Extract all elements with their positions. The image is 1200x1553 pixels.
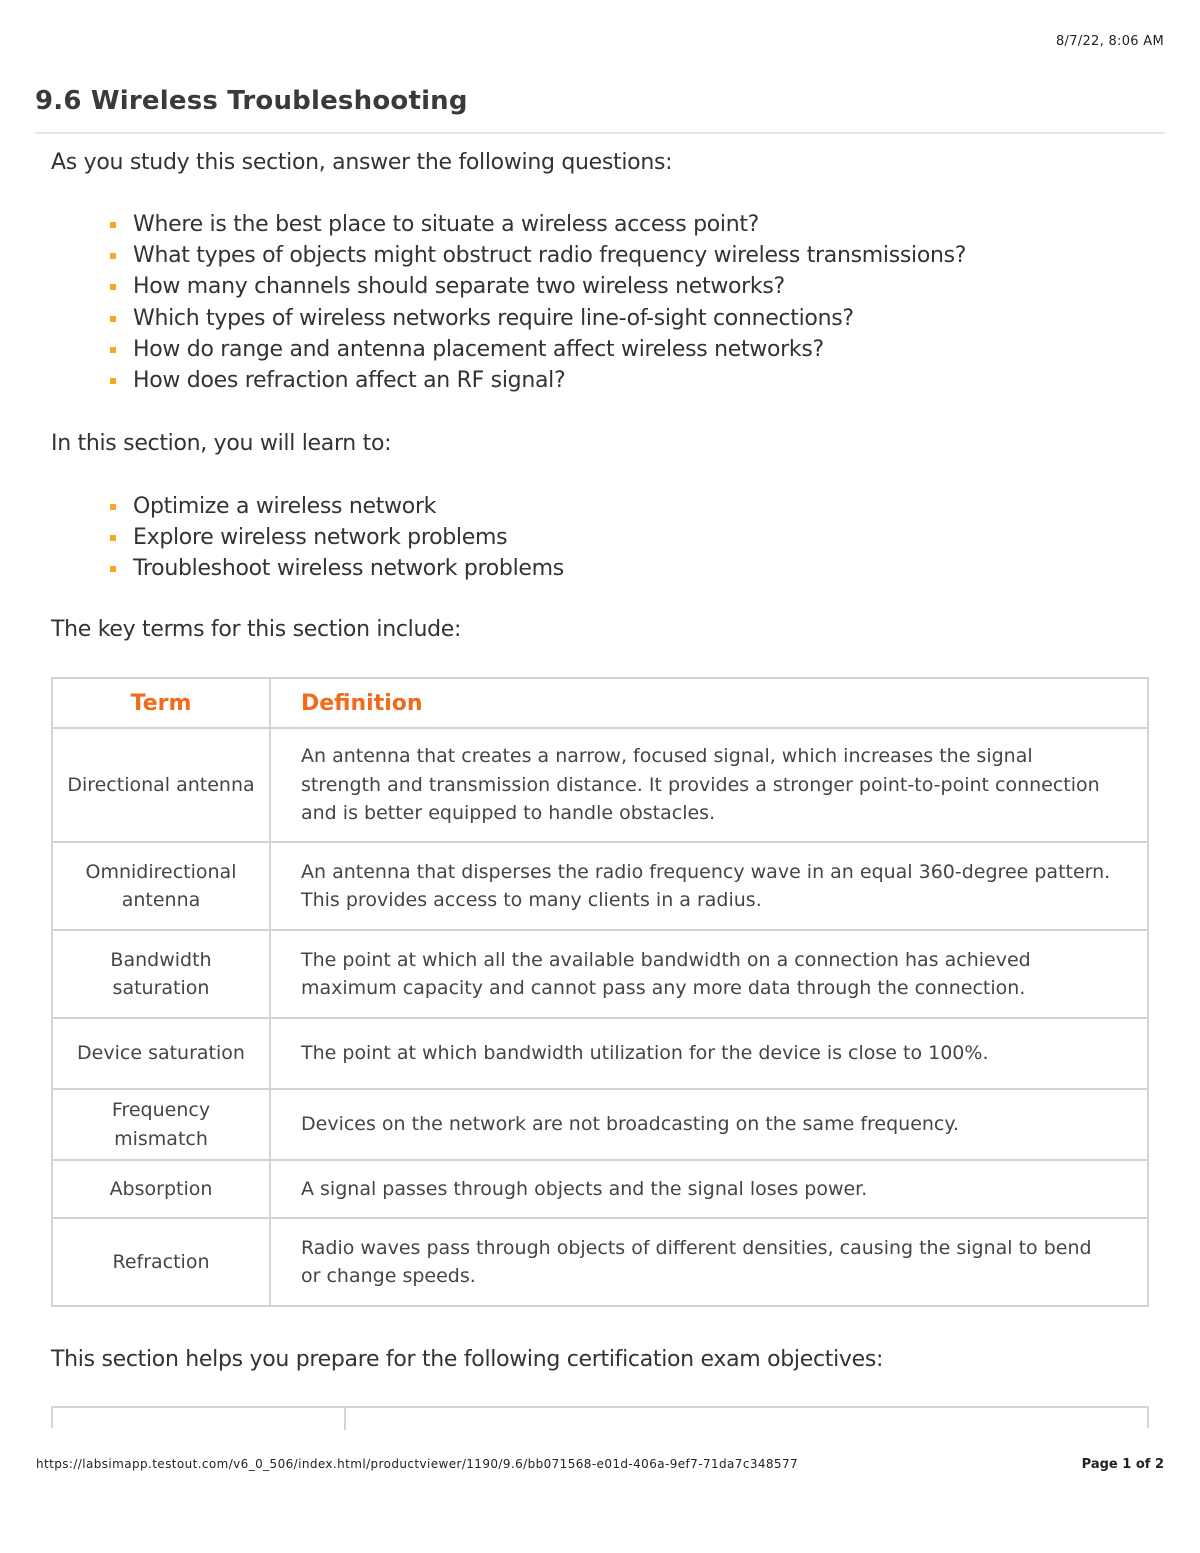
list-item bbox=[110, 271, 966, 302]
table-row bbox=[52, 728, 1148, 842]
term-cell: Directional antenna bbox=[52, 728, 270, 842]
bullet-icon bbox=[110, 566, 116, 572]
term-cell: Absorption bbox=[52, 1160, 270, 1218]
bullet-icon bbox=[110, 535, 116, 541]
definition-column-header: Definition bbox=[270, 678, 1148, 728]
key-terms-text: The key terms for this section include: bbox=[51, 617, 462, 642]
list-item bbox=[110, 209, 966, 240]
definition-cell: A signal passes through objects and the signal loses power. bbox=[270, 1160, 1148, 1218]
intro-text: As you study this section, answer the following questions: bbox=[51, 150, 673, 175]
table-row bbox=[52, 1018, 1148, 1089]
title-divider bbox=[35, 132, 1165, 134]
term-cell: Device saturation bbox=[52, 1018, 270, 1089]
term-cell: Omnidirectional antenna bbox=[52, 842, 270, 930]
page-number: Page 1 of 2 bbox=[1081, 1457, 1164, 1472]
definition-cell: The point at which all the available bandwidth on a connection has achieved maximum capacity and cannot pass any more data through the connection. bbox=[270, 930, 1148, 1018]
term-cell: Bandwidth saturation bbox=[52, 930, 270, 1018]
bullet-icon bbox=[110, 253, 116, 259]
definition-cell: Devices on the network are not broadcasting on the same frequency. bbox=[270, 1089, 1148, 1160]
learn-item-text: Explore wireless network problems bbox=[133, 525, 508, 551]
definition-cell: An antenna that creates a narrow, focused signal, which increases the signal strength and transmission distance. It provides a stronger point-to-point connection and is better equipped to handle obstacles. bbox=[270, 728, 1148, 842]
learn-item-text: Troubleshoot wireless network problems bbox=[133, 556, 564, 582]
bullet-icon bbox=[110, 284, 116, 290]
list-item bbox=[110, 491, 564, 522]
bullet-icon bbox=[110, 378, 116, 384]
list-item bbox=[110, 553, 564, 584]
table-row bbox=[52, 1089, 1148, 1160]
list-item bbox=[110, 365, 966, 396]
definition-cell: An antenna that disperses the radio frequency wave in an equal 360-degree pattern. This provides access to many clients in a radius. bbox=[270, 842, 1148, 930]
print-date: 8/7/22, 8:06 AM bbox=[1055, 34, 1164, 49]
question-text: How does refraction affect an RF signal? bbox=[133, 367, 566, 393]
list-item bbox=[110, 303, 966, 334]
list-item bbox=[110, 240, 966, 271]
objectives-text: This section helps you prepare for the following certification exam objectives: bbox=[51, 1347, 884, 1372]
question-text: Which types of wireless networks require line-of-sight connections? bbox=[133, 305, 854, 331]
footer-url: https://labsimapp.testout.com/v6_0_506/index.html/productviewer/1190/9.6/bb071568-e01d-406a-9ef7-71da7c348577 bbox=[36, 1457, 799, 1471]
term-cell: Frequency mismatch bbox=[52, 1089, 270, 1160]
bullet-icon bbox=[110, 316, 116, 322]
question-text: How many channels should separate two wireless networks? bbox=[133, 274, 785, 300]
bullet-icon bbox=[110, 504, 116, 510]
term-cell: Refraction bbox=[52, 1218, 270, 1306]
table-row bbox=[52, 1160, 1148, 1218]
page-title: 9.6 Wireless Troubleshooting bbox=[35, 86, 468, 116]
list-item bbox=[110, 334, 966, 365]
table-row bbox=[52, 1218, 1148, 1306]
table-header-row bbox=[52, 678, 1148, 728]
learn-item-text: Optimize a wireless network bbox=[133, 494, 437, 519]
questions-list bbox=[110, 209, 966, 396]
question-text: What types of objects might obstruct radio frequency wireless transmissions? bbox=[133, 243, 967, 269]
term-column-header: Term bbox=[52, 678, 270, 728]
definition-cell: Radio waves pass through objects of different densities, causing the signal to bend or change speeds. bbox=[270, 1218, 1148, 1306]
learn-text: In this section, you will learn to: bbox=[51, 431, 392, 456]
bullet-icon bbox=[110, 347, 116, 353]
key-terms-table bbox=[51, 677, 1149, 1307]
question-text: Where is the best place to situate a wireless access point? bbox=[133, 212, 760, 237]
definition-cell: The point at which bandwidth utilization for the device is close to 100%. bbox=[270, 1018, 1148, 1089]
list-item bbox=[110, 522, 564, 553]
objectives-table bbox=[51, 1406, 1149, 1428]
objectives-table-divider bbox=[344, 1408, 346, 1430]
question-text: How do range and antenna placement affect wireless networks? bbox=[133, 336, 824, 362]
learn-list bbox=[110, 491, 564, 585]
bullet-icon bbox=[110, 222, 116, 228]
table-row bbox=[52, 930, 1148, 1018]
table-row bbox=[52, 842, 1148, 930]
